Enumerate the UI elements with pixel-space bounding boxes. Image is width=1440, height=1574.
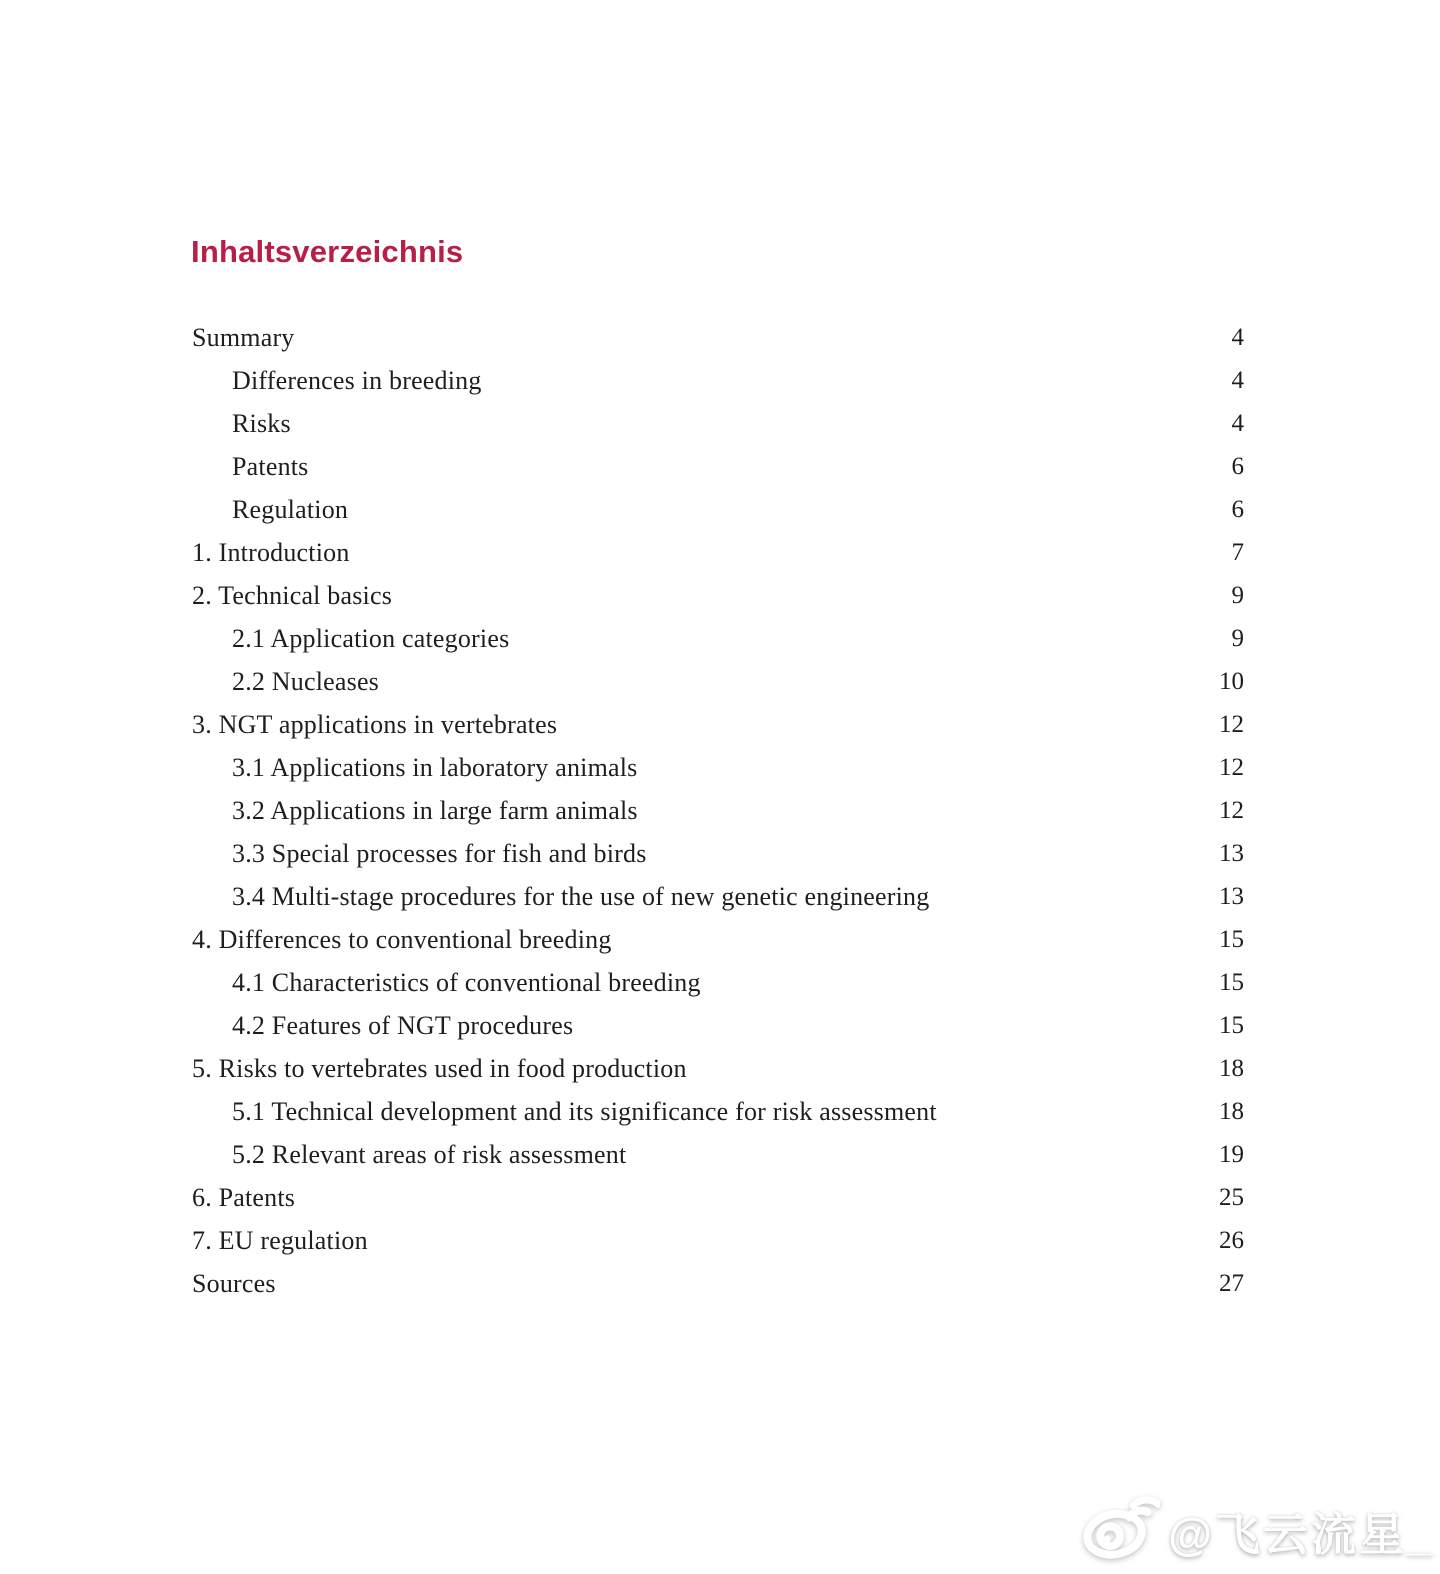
toc-entry-label: 2. Technical basics (192, 580, 393, 610)
toc-entry-label: 3.4 Multi-stage procedures for the use of new genetic engineering (232, 881, 930, 911)
toc-entry-label: Regulation (232, 494, 349, 524)
toc-entry-label: Patents (232, 451, 309, 481)
toc-entry-label: 3. NGT applications in vertebrates (192, 709, 558, 739)
weibo-logo-icon (1078, 1494, 1160, 1566)
toc-entry-label: 5.1 Technical development and its significance for risk assessment (232, 1096, 937, 1126)
toc-entry-page: 6 (1231, 495, 1244, 523)
toc-entry (192, 359, 1244, 402)
toc-entry-label: Sources (192, 1268, 276, 1298)
toc-entry-label: Risks (232, 408, 291, 438)
toc-entry-page: 26 (1219, 1226, 1244, 1254)
toc-entry (192, 660, 1244, 703)
toc-entry-page: 13 (1219, 839, 1244, 867)
toc-entry (192, 402, 1244, 445)
watermark (1078, 1494, 1435, 1566)
toc-entry-label: 2.2 Nucleases (232, 666, 379, 696)
toc-entry-label: 1. Introduction (192, 537, 350, 567)
toc-entry (192, 875, 1244, 918)
toc-entry-page: 19 (1219, 1140, 1244, 1168)
toc-entry-page: 18 (1219, 1054, 1244, 1082)
toc-entry-page: 12 (1219, 796, 1244, 824)
toc-entry-page: 12 (1219, 753, 1244, 781)
toc-entry (192, 445, 1244, 488)
toc-entry (192, 961, 1244, 1004)
toc-entry-page: 4 (1231, 366, 1244, 394)
toc-entry-page: 6 (1231, 452, 1244, 480)
toc-entry (192, 832, 1244, 875)
toc-entry (192, 703, 1244, 746)
toc-entry-label: 6. Patents (192, 1182, 296, 1212)
toc-entry (192, 316, 1244, 359)
toc-entry-page: 7 (1231, 538, 1244, 566)
toc-entry-label: 5.2 Relevant areas of risk assessment (232, 1139, 627, 1169)
toc-entry (192, 574, 1244, 617)
toc-entry-label: Differences in breeding (232, 365, 482, 395)
toc-entry (192, 918, 1244, 961)
toc-entry-label: 4. Differences to conventional breeding (192, 924, 612, 954)
watermark-handle: @飞云流星_ (1168, 1508, 1435, 1560)
toc-entry (192, 1047, 1244, 1090)
toc-entry-label: 3.1 Applications in laboratory animals (232, 752, 638, 782)
toc-entry-page: 4 (1231, 409, 1244, 437)
toc-entry-page: 13 (1219, 882, 1244, 910)
toc-entry-label: 3.2 Applications in large farm animals (232, 795, 638, 825)
toc-entry-page: 9 (1231, 581, 1244, 609)
toc-entry-label: 7. EU regulation (192, 1225, 368, 1255)
toc-entry-page: 15 (1219, 968, 1244, 996)
toc-entry-page: 15 (1219, 1011, 1244, 1039)
toc-entry-page: 10 (1219, 667, 1244, 695)
page-title: Inhaltsverzeichnis (191, 234, 464, 269)
toc-entry (192, 531, 1244, 574)
toc-entry-label: Summary (192, 322, 295, 352)
toc-entry-page: 4 (1231, 323, 1244, 351)
toc-entry-label: 4.2 Features of NGT procedures (232, 1010, 574, 1040)
toc-entry (192, 1219, 1244, 1262)
toc-entry-page: 9 (1231, 624, 1244, 652)
toc-entry-label: 3.3 Special processes for fish and birds (232, 838, 647, 868)
toc-entry (192, 1004, 1244, 1047)
table-of-contents (192, 316, 1244, 1305)
toc-entry-page: 27 (1219, 1269, 1244, 1297)
toc-entry (192, 1133, 1244, 1176)
toc-entry-label: 2.1 Application categories (232, 623, 510, 653)
toc-entry-page: 25 (1219, 1183, 1244, 1211)
toc-entry-label: 5. Risks to vertebrates used in food production (192, 1053, 687, 1083)
toc-entry (192, 1090, 1244, 1133)
toc-entry (192, 746, 1244, 789)
toc-entry-label: 4.1 Characteristics of conventional breeding (232, 967, 701, 997)
toc-entry (192, 1262, 1244, 1305)
toc-entry (192, 617, 1244, 660)
toc-entry (192, 789, 1244, 832)
toc-entry (192, 1176, 1244, 1219)
toc-entry-page: 18 (1219, 1097, 1244, 1125)
toc-entry (192, 488, 1244, 531)
toc-entry-page: 12 (1219, 710, 1244, 738)
toc-entry-page: 15 (1219, 925, 1244, 953)
